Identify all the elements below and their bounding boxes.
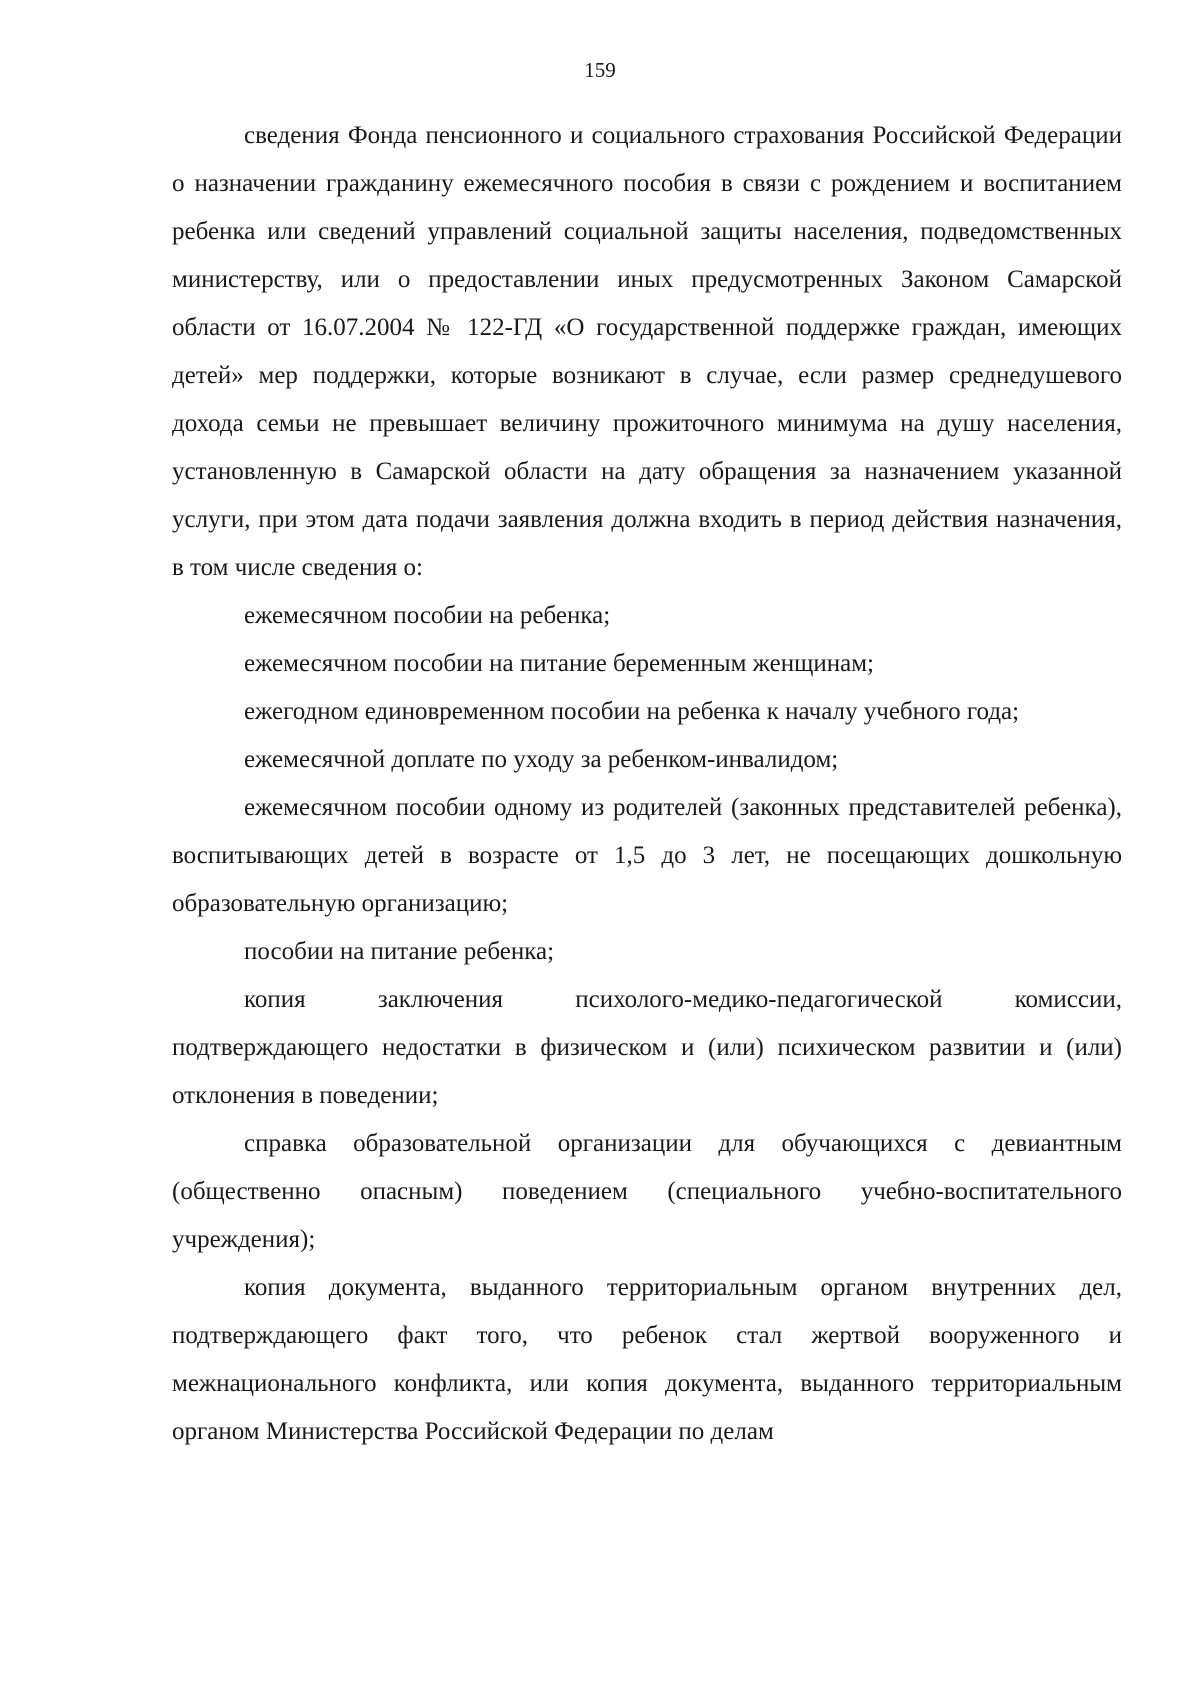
paragraph-monthly-child-benefit: ежемесячном пособии на ребенка; — [244, 602, 611, 629]
paragraph-parent-benefit-1-5-3: ежемесячном пособии одному из родителей (законных представителей ребенка), воспитывающих детей в возрасте от 1,5 до 3 лет, не посещающих дошкольную образовательную организацию; — [172, 794, 1122, 917]
paragraph-annual-school-benefit: ежегодном единовременном пособии на ребенка к началу учебного года; — [244, 698, 1020, 725]
paragraph-pmpk-conclusion: копия заключения психолого-медико-педагогической комиссии, подтверждающего недостатки в физическом и (или) психическом развитии и (или) отклонения в поведении; — [172, 986, 1122, 1109]
paragraph-deviant-behavior-certificate: справка образовательной организации для обучающихся с девиантным (общественно опасным) поведением (специального учебно-воспитательного учреждения); — [172, 1130, 1122, 1253]
paragraph-fss-info: сведения Фонда пенсионного и социального страхования Российской Федерации о назначении гражданину ежемесячного пособия в связи с рождением и воспитанием ребенка или сведений управлений социальной защиты населения, подведомственных министерству, или о предоставлении иных предусмотренных Законом Самарской области от 16.07.2004 № 122-ГД «О государственной поддержке граждан, имеющих детей» мер поддержки, которые возникают в случае, если размер среднедушевого дохода семьи не превышает величину прожиточного минимума на душу населения, установленную в Самарской области на дату обращения за назначением указанной услуги, при этом дата подачи заявления должна входить в период действия назначения, в том числе сведения о: — [172, 122, 1122, 581]
paragraph-conflict-victim-document: копия документа, выданного территориальным органом внутренних дел, подтверждающего факт того, что ребенок стал жертвой вооруженного и межнационального конфликта, или копия документа, выданного территориальным органом Министерства Российской Федерации по делам — [172, 1274, 1122, 1445]
paragraph-pregnant-nutrition-benefit: ежемесячном пособии на питание беременным женщинам; — [244, 650, 874, 677]
paragraph-disabled-child-care-supplement: ежемесячной доплате по уходу за ребенком-инвалидом; — [244, 746, 839, 773]
paragraph-child-nutrition-benefit: пособии на питание ребенка; — [244, 938, 555, 965]
document-body — [172, 112, 1122, 1456]
page-number: 159 — [584, 58, 616, 82]
